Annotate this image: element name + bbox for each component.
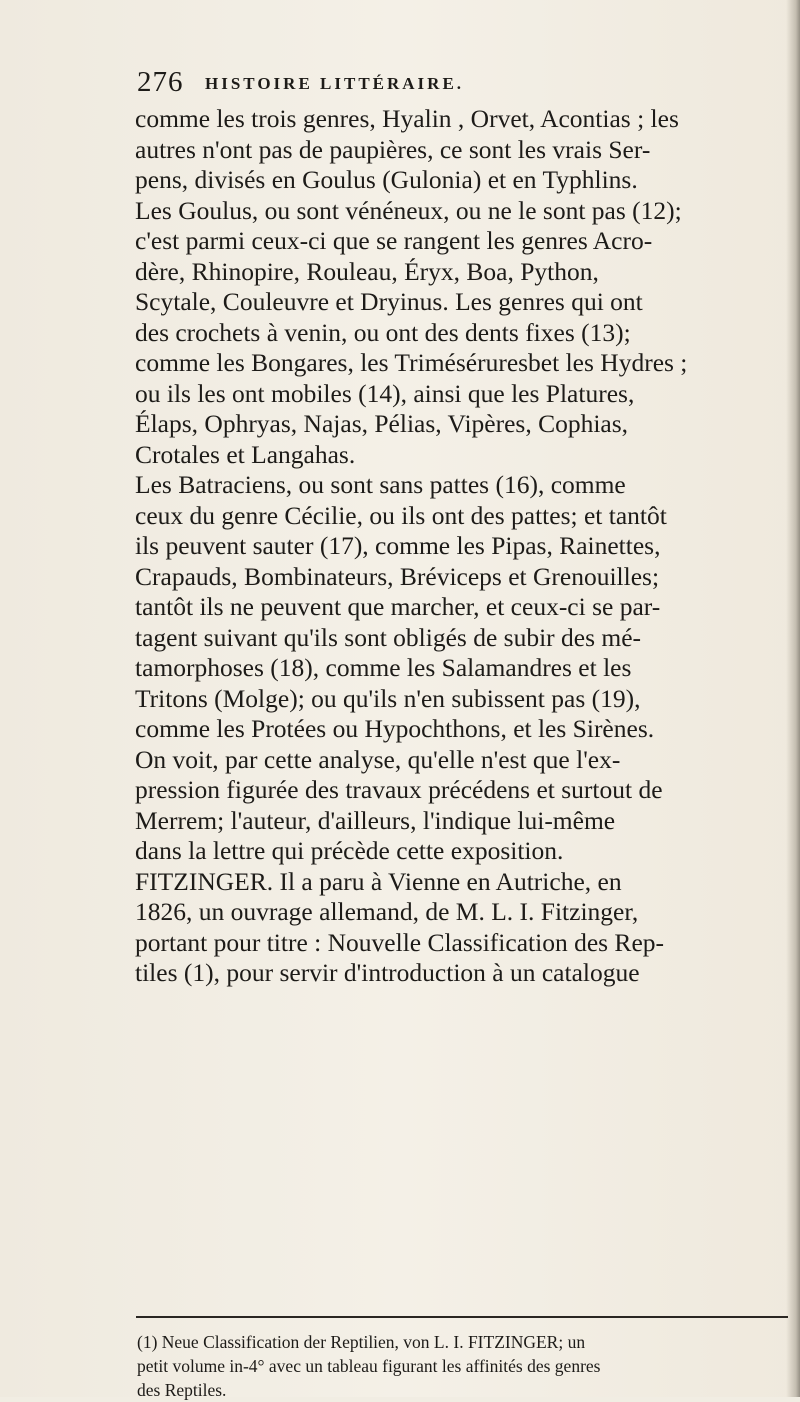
text-line: Crotales et Langahas. [135, 439, 356, 469]
running-head: HISTOIRE LITTÉRAIRE. [205, 74, 465, 93]
text-line: tiles (1), pour servir d'introduction à un catalogue [135, 958, 640, 987]
text-line: tamorphoses (18), comme les Salamandres et les [135, 653, 632, 682]
page-number: 276 [137, 66, 184, 98]
text-line: FITZINGER. Il a paru à Vienne en Autriche, en [135, 866, 622, 896]
text-line: tantôt ils ne peuvent que marcher, et ceux-ci se par- [135, 592, 661, 621]
text-line: Les Batraciens, ou sont sans pattes (16), comme [135, 470, 626, 499]
text-line: 1826, un ouvrage allemand, de M. L. I. Fitzinger, [135, 897, 639, 926]
footnote-line: (1) Neue Classification der Reptilien, von L. I. FITZINGER; un [137, 1332, 586, 1352]
text-line: Merrem; l'auteur, d'ailleurs, l'indique lui-même [135, 805, 616, 835]
text-line: pens, divisés en Goulus (Gulonia) et en Typhlins. [135, 165, 638, 194]
text-line: On voit, par cette analyse, qu'elle n'est que l'ex- [135, 744, 621, 774]
text-line: pression figurée des travaux précédens et surtout de [135, 775, 663, 804]
page-header [137, 66, 697, 106]
text-line: Tritons (Molge); ou qu'ils n'en subissent pas (19), [135, 683, 641, 713]
text-line: dans la lettre qui précède cette exposition. [135, 836, 564, 865]
footnote-line: des Reptiles. [137, 1380, 227, 1400]
body-text [135, 104, 775, 989]
text-line: tagent suivant qu'ils sont obligés de subir des mé- [135, 622, 642, 652]
text-line: ceux du genre Cécilie, ou ils ont des pattes; et tantôt [135, 500, 667, 530]
text-line: comme les Protées ou Hypochthons, et les Sirènes. [135, 714, 655, 743]
text-line: autres n'ont pas de paupières, ce sont les vrais Ser- [135, 134, 651, 164]
text-line: c'est parmi ceux-ci que se rangent les genres Acro- [135, 226, 653, 255]
text-line: ou ils les ont mobiles (14), ainsi que les Platures, [135, 378, 635, 408]
text-line: dère, Rhinopire, Rouleau, Éryx, Boa, Python, [135, 256, 599, 286]
text-line: Élaps, Ophryas, Najas, Pélias, Vipères, Cophias, [135, 409, 629, 438]
text-line: comme les trois genres, Hyalin , Orvet, Acontias ; les [135, 104, 679, 133]
text-line: Crapauds, Bombinateurs, Bréviceps et Grenouilles; [135, 561, 660, 591]
page-edge-shadow [786, 0, 800, 1397]
text-line: comme les Bongares, les Triméséruresbet les Hydres ; [135, 348, 688, 377]
text-line: portant pour titre : Nouvelle Classification des Rep- [135, 927, 665, 957]
footnote-rule [136, 1316, 788, 1318]
footnote-line: petit volume in-4° avec un tableau figurant les affinités des genres [137, 1356, 601, 1376]
text-line: Les Goulus, ou sont vénéneux, ou ne le sont pas (12); [135, 195, 682, 225]
text-line: ils peuvent sauter (17), comme les Pipas, Rainettes, [135, 531, 661, 560]
footnote [137, 1330, 787, 1402]
text-line: Scytale, Couleuvre et Dryinus. Les genres qui ont [135, 287, 643, 316]
text-line: des crochets à venin, ou ont des dents fixes (13); [135, 317, 631, 347]
